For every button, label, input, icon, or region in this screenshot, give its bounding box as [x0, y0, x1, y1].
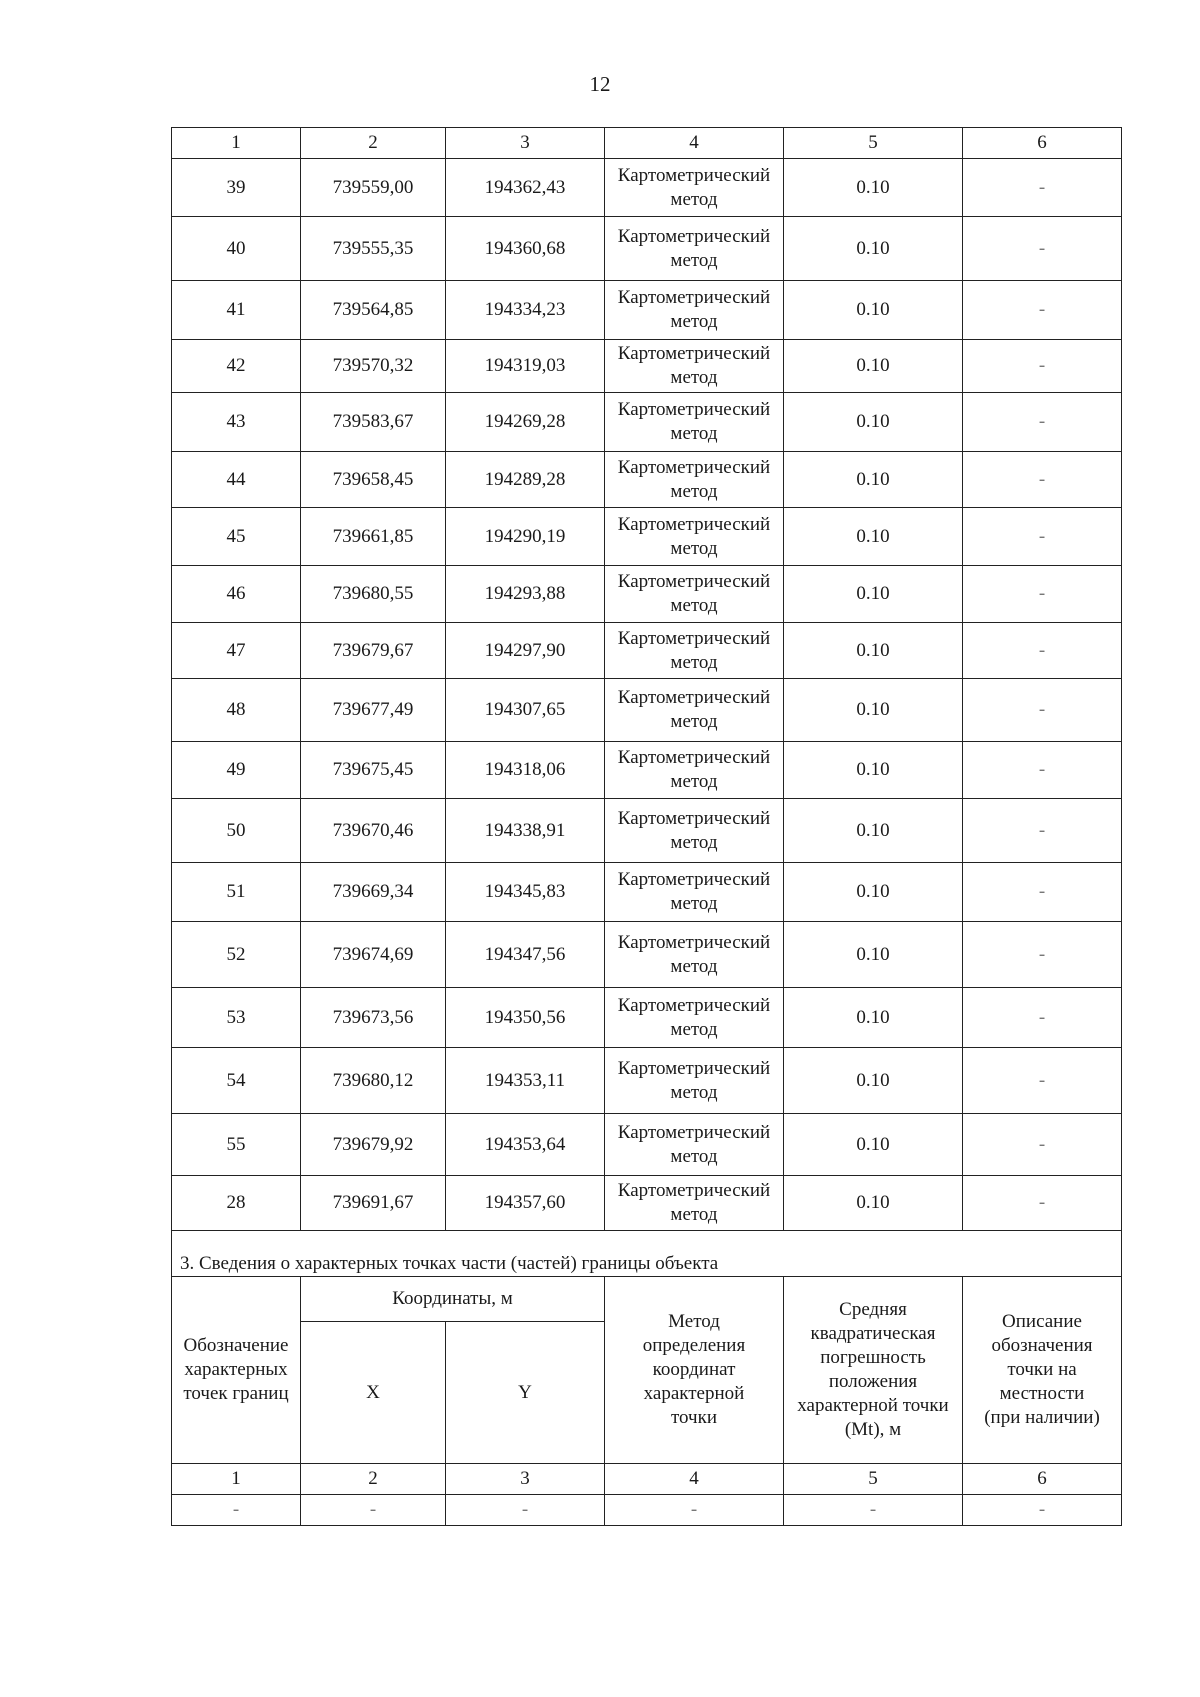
method-cell — [605, 1048, 784, 1114]
x-cell: 739677,49 — [301, 679, 446, 742]
y-cell: 194347,56 — [446, 922, 605, 988]
column-number-row — [172, 128, 1122, 159]
method-line: метод — [670, 311, 718, 332]
error-cell: 0.10 — [784, 159, 963, 217]
section3-body — [172, 1231, 1122, 1526]
x-cell: 739570,32 — [301, 340, 446, 393]
y-cell: 194318,06 — [446, 742, 605, 799]
error-cell: 0.10 — [784, 1176, 963, 1231]
method-line: метод — [670, 893, 718, 914]
table-row — [172, 863, 1122, 922]
header-x: X — [301, 1322, 446, 1464]
page-number: 12 — [589, 72, 611, 96]
y-cell: 194307,65 — [446, 679, 605, 742]
point-cell: 40 — [172, 217, 301, 281]
method-line: метод — [670, 480, 718, 502]
method-cell — [605, 863, 784, 922]
method-line: метод — [670, 537, 718, 559]
description-cell: - — [963, 281, 1122, 340]
column-number: 2 — [301, 1464, 446, 1495]
description-cell: - — [963, 340, 1122, 393]
method-line: Картометрический — [617, 931, 771, 953]
empty-cell: - — [172, 1495, 301, 1526]
column-number: 4 — [605, 128, 784, 159]
method-line: Картометрический — [617, 456, 771, 478]
method-cell — [605, 340, 784, 393]
x-cell: 739674,69 — [301, 922, 446, 988]
method-line: метод — [670, 1204, 718, 1225]
table-row — [172, 922, 1122, 988]
method-line: Картометрический — [617, 1057, 771, 1079]
x-cell: 739564,85 — [301, 281, 446, 340]
table-row — [172, 1176, 1122, 1231]
description-cell: - — [963, 863, 1122, 922]
error-cell: 0.10 — [784, 452, 963, 508]
table-row — [172, 281, 1122, 340]
boundary-points-table — [171, 127, 1122, 1526]
table-body — [172, 128, 1122, 1231]
table-row — [172, 393, 1122, 452]
y-cell: 194362,43 — [446, 159, 605, 217]
table-row — [172, 742, 1122, 799]
point-cell: 47 — [172, 623, 301, 679]
empty-cell: - — [605, 1495, 784, 1526]
section3-header-row — [172, 1277, 1122, 1322]
empty-cell: - — [784, 1495, 963, 1526]
y-cell: 194345,83 — [446, 863, 605, 922]
y-cell: 194289,28 — [446, 452, 605, 508]
error-cell: 0.10 — [784, 742, 963, 799]
column-number: 3 — [446, 128, 605, 159]
method-cell — [605, 393, 784, 452]
x-cell: 739675,45 — [301, 742, 446, 799]
error-cell: 0.10 — [784, 508, 963, 566]
y-cell: 194353,11 — [446, 1048, 605, 1114]
x-cell: 739559,00 — [301, 159, 446, 217]
empty-cell: - — [963, 1495, 1122, 1526]
method-line: Картометрический — [617, 747, 771, 768]
y-cell: 194338,91 — [446, 799, 605, 863]
method-line: Картометрический — [617, 1121, 771, 1143]
point-cell: 42 — [172, 340, 301, 393]
method-cell — [605, 1114, 784, 1176]
point-cell: 50 — [172, 799, 301, 863]
column-number: 3 — [446, 1464, 605, 1495]
column-number: 1 — [172, 128, 301, 159]
description-cell: - — [963, 393, 1122, 452]
error-cell: 0.10 — [784, 863, 963, 922]
y-cell: 194319,03 — [446, 340, 605, 393]
header-point-designation: Обозначение характерных точек границ — [172, 1277, 301, 1464]
column-number: 5 — [784, 128, 963, 159]
method-line: метод — [670, 1081, 718, 1103]
method-line: метод — [670, 771, 718, 792]
description-cell: - — [963, 508, 1122, 566]
point-cell: 55 — [172, 1114, 301, 1176]
description-cell: - — [963, 799, 1122, 863]
description-cell: - — [963, 452, 1122, 508]
empty-cell: - — [446, 1495, 605, 1526]
point-cell: 46 — [172, 566, 301, 623]
method-line: метод — [670, 711, 718, 732]
method-line: метод — [670, 595, 718, 616]
y-cell: 194353,64 — [446, 1114, 605, 1176]
table-row — [172, 508, 1122, 566]
method-cell — [605, 742, 784, 799]
y-cell: 194357,60 — [446, 1176, 605, 1231]
table-row — [172, 159, 1122, 217]
error-cell: 0.10 — [784, 566, 963, 623]
table-row — [172, 623, 1122, 679]
method-cell — [605, 922, 784, 988]
y-cell: 194269,28 — [446, 393, 605, 452]
method-line: Картометрический — [617, 1180, 771, 1201]
x-cell: 739679,92 — [301, 1114, 446, 1176]
description-cell: - — [963, 623, 1122, 679]
column-number: 4 — [605, 1464, 784, 1495]
method-line: Картометрический — [617, 399, 771, 420]
description-cell: - — [963, 988, 1122, 1048]
section3-title-row — [172, 1231, 1122, 1277]
section-title: 3. Сведения о характерных точках части (частей) границы объекта — [172, 1231, 1122, 1277]
method-cell — [605, 679, 784, 742]
description-cell: - — [963, 922, 1122, 988]
description-cell: - — [963, 217, 1122, 281]
method-line: метод — [670, 188, 718, 210]
point-cell: 44 — [172, 452, 301, 508]
error-cell: 0.10 — [784, 1114, 963, 1176]
method-cell — [605, 1176, 784, 1231]
table-row — [172, 679, 1122, 742]
table-row — [172, 452, 1122, 508]
x-cell: 739555,35 — [301, 217, 446, 281]
method-line: Картометрический — [617, 287, 771, 308]
method-line: Картометрический — [617, 343, 771, 364]
method-line: Картометрический — [617, 807, 771, 829]
method-line: Картометрический — [617, 627, 771, 649]
x-cell: 739669,34 — [301, 863, 446, 922]
description-cell: - — [963, 566, 1122, 623]
column-number: 5 — [784, 1464, 963, 1495]
table-row — [172, 799, 1122, 863]
method-cell — [605, 281, 784, 340]
method-line: Картометрический — [617, 869, 771, 890]
point-cell: 52 — [172, 922, 301, 988]
point-cell: 53 — [172, 988, 301, 1048]
point-cell: 54 — [172, 1048, 301, 1114]
method-cell — [605, 159, 784, 217]
method-cell — [605, 799, 784, 863]
description-cell: - — [963, 1048, 1122, 1114]
method-line: Картометрический — [617, 513, 771, 535]
point-cell: 49 — [172, 742, 301, 799]
point-cell: 41 — [172, 281, 301, 340]
table-row — [172, 1114, 1122, 1176]
table-row — [172, 217, 1122, 281]
error-cell: 0.10 — [784, 1048, 963, 1114]
header-method: Метод определения координат характерной точки — [605, 1277, 784, 1464]
x-cell: 739680,12 — [301, 1048, 446, 1114]
method-line: Картометрический — [617, 164, 771, 186]
column-number: 1 — [172, 1464, 301, 1495]
x-cell: 739679,67 — [301, 623, 446, 679]
error-cell: 0.10 — [784, 217, 963, 281]
y-cell: 194297,90 — [446, 623, 605, 679]
error-cell: 0.10 — [784, 623, 963, 679]
y-cell: 194290,19 — [446, 508, 605, 566]
column-number: 6 — [963, 128, 1122, 159]
method-line: метод — [670, 651, 718, 673]
method-cell — [605, 508, 784, 566]
header-y: Y — [446, 1322, 605, 1464]
empty-cell: - — [301, 1495, 446, 1526]
x-cell: 739670,46 — [301, 799, 446, 863]
error-cell: 0.10 — [784, 281, 963, 340]
y-cell: 194293,88 — [446, 566, 605, 623]
error-cell: 0.10 — [784, 393, 963, 452]
table-row — [172, 340, 1122, 393]
method-line: метод — [670, 1145, 718, 1167]
header-coordinates: Координаты, м — [301, 1277, 605, 1322]
x-cell: 739583,67 — [301, 393, 446, 452]
header-description: Описание обозначения точки на местности (при наличии) — [963, 1277, 1122, 1464]
description-cell: - — [963, 159, 1122, 217]
description-cell: - — [963, 1114, 1122, 1176]
method-line: метод — [670, 423, 718, 444]
point-cell: 28 — [172, 1176, 301, 1231]
error-cell: 0.10 — [784, 799, 963, 863]
section3-empty-row — [172, 1495, 1122, 1526]
point-cell: 43 — [172, 393, 301, 452]
method-line: метод — [670, 249, 718, 271]
description-cell: - — [963, 1176, 1122, 1231]
method-line: Картометрический — [617, 994, 771, 1016]
error-cell: 0.10 — [784, 340, 963, 393]
x-cell: 739661,85 — [301, 508, 446, 566]
table-row — [172, 1048, 1122, 1114]
description-cell: - — [963, 742, 1122, 799]
method-cell — [605, 566, 784, 623]
x-cell: 739691,67 — [301, 1176, 446, 1231]
error-cell: 0.10 — [784, 679, 963, 742]
table-row — [172, 566, 1122, 623]
point-cell: 48 — [172, 679, 301, 742]
y-cell: 194334,23 — [446, 281, 605, 340]
point-cell: 51 — [172, 863, 301, 922]
description-cell: - — [963, 679, 1122, 742]
method-line: метод — [670, 367, 718, 388]
method-cell — [605, 217, 784, 281]
column-number: 2 — [301, 128, 446, 159]
y-cell: 194350,56 — [446, 988, 605, 1048]
point-cell: 39 — [172, 159, 301, 217]
section3-column-number-row — [172, 1464, 1122, 1495]
method-cell — [605, 452, 784, 508]
error-cell: 0.10 — [784, 988, 963, 1048]
method-cell — [605, 623, 784, 679]
method-line: метод — [670, 831, 718, 853]
x-cell: 739658,45 — [301, 452, 446, 508]
method-line: Картометрический — [617, 687, 771, 708]
table-row — [172, 988, 1122, 1048]
method-cell — [605, 988, 784, 1048]
column-number: 6 — [963, 1464, 1122, 1495]
method-line: метод — [670, 955, 718, 977]
point-cell: 45 — [172, 508, 301, 566]
method-line: метод — [670, 1018, 718, 1040]
y-cell: 194360,68 — [446, 217, 605, 281]
header-error: Средняя квадратическая погрешность положения характерной точки (Mt), м — [784, 1277, 963, 1464]
error-cell: 0.10 — [784, 922, 963, 988]
method-line: Картометрический — [617, 571, 771, 592]
x-cell: 739680,55 — [301, 566, 446, 623]
x-cell: 739673,56 — [301, 988, 446, 1048]
method-line: Картометрический — [617, 225, 771, 247]
